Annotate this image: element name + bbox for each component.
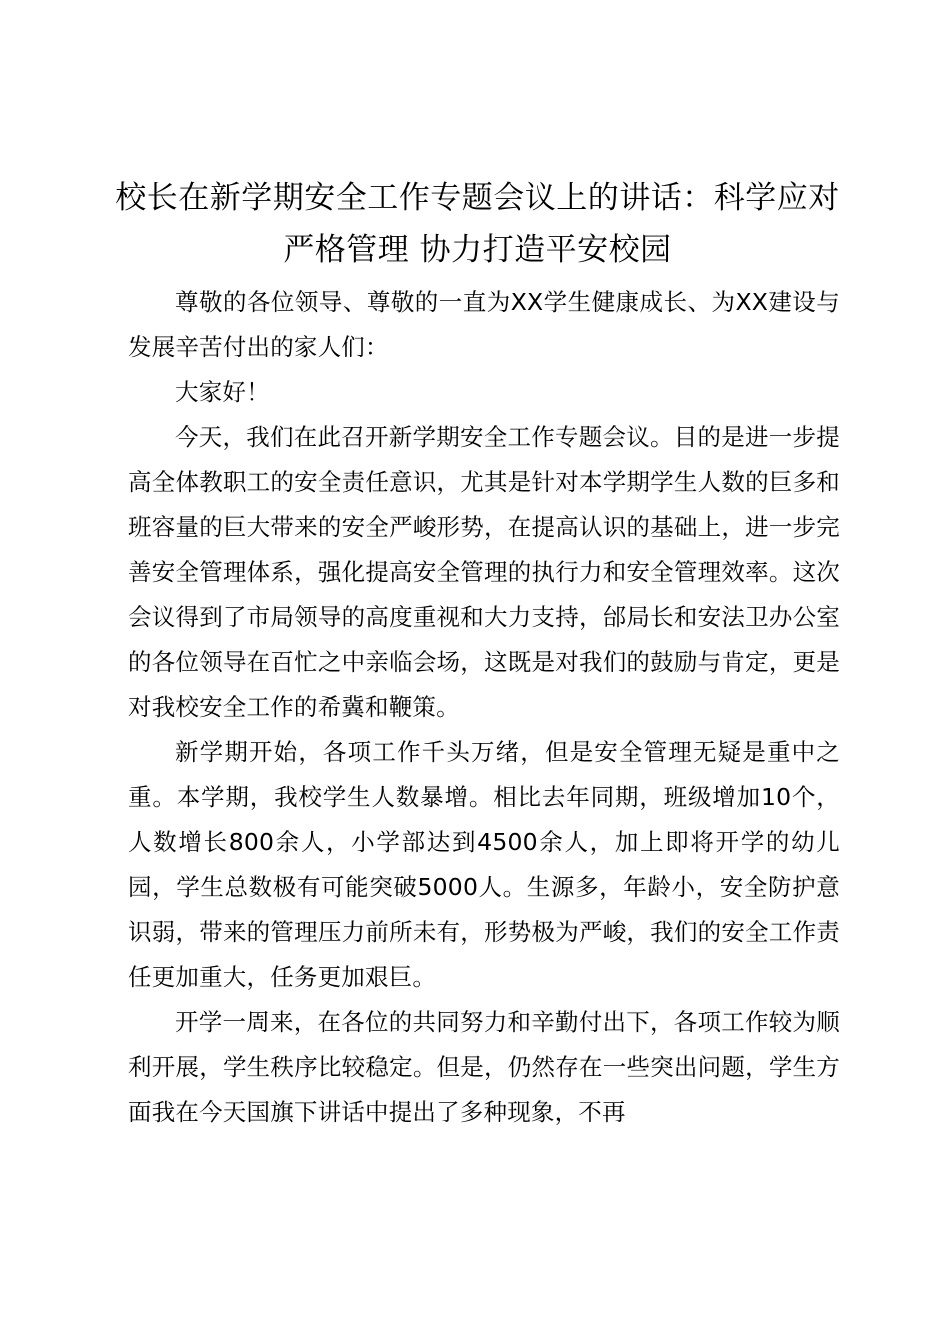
salutation-paragraph: 尊敬的各位领导、尊敬的一直为XX学生健康成长、为XX建设与发展辛苦付出的家人们：: [128, 288, 840, 361]
greeting-paragraph: 大家好！: [175, 378, 270, 406]
body-paragraph-progress: 开学一周来，在各位的共同努力和辛勤付出下，各项工作较为顺利开展，学生秩序比较稳定。但是，仍然存在一些突出问题，学生方面我在今天国旗下讲话中提出了多种现象，不再: [128, 1008, 840, 1126]
body-paragraph-situation: 新学期开始，各项工作千头万绪，但是安全管理无疑是重中之重。本学期，我校学生人数暴增。相比去年同期，班级增加10个，人数增长800余人，小学部达到4500余人，加上即将开学的幼儿园，学生总数极有可能突破5000人。生源多，年龄小，安全防护意识弱，带来的管理压力前所未有，形势极为严峻，我们的安全工作责任更加重大，任务更加艰巨。: [128, 738, 840, 991]
document-body: [128, 280, 840, 1135]
body-paragraph-purpose: 今天，我们在此召开新学期安全工作专题会议。目的是进一步提高全体教职工的安全责任意识，尤其是针对本学期学生人数的巨多和班容量的巨大带来的安全严峻形势，在提高认识的基础上，进一步完善安全管理体系，强化提高安全管理的执行力和安全管理效率。这次会议得到了市局领导的高度重视和大力支持，邰局长和安法卫办公室的各位领导在百忙之中亲临会场，这既是对我们的鼓励与肯定，更是对我校安全工作的希冀和鞭策。: [128, 423, 840, 721]
document-title: 校长在新学期安全工作专题会议上的讲话：科学应对 严格管理 协力打造平安校园: [115, 180, 840, 268]
